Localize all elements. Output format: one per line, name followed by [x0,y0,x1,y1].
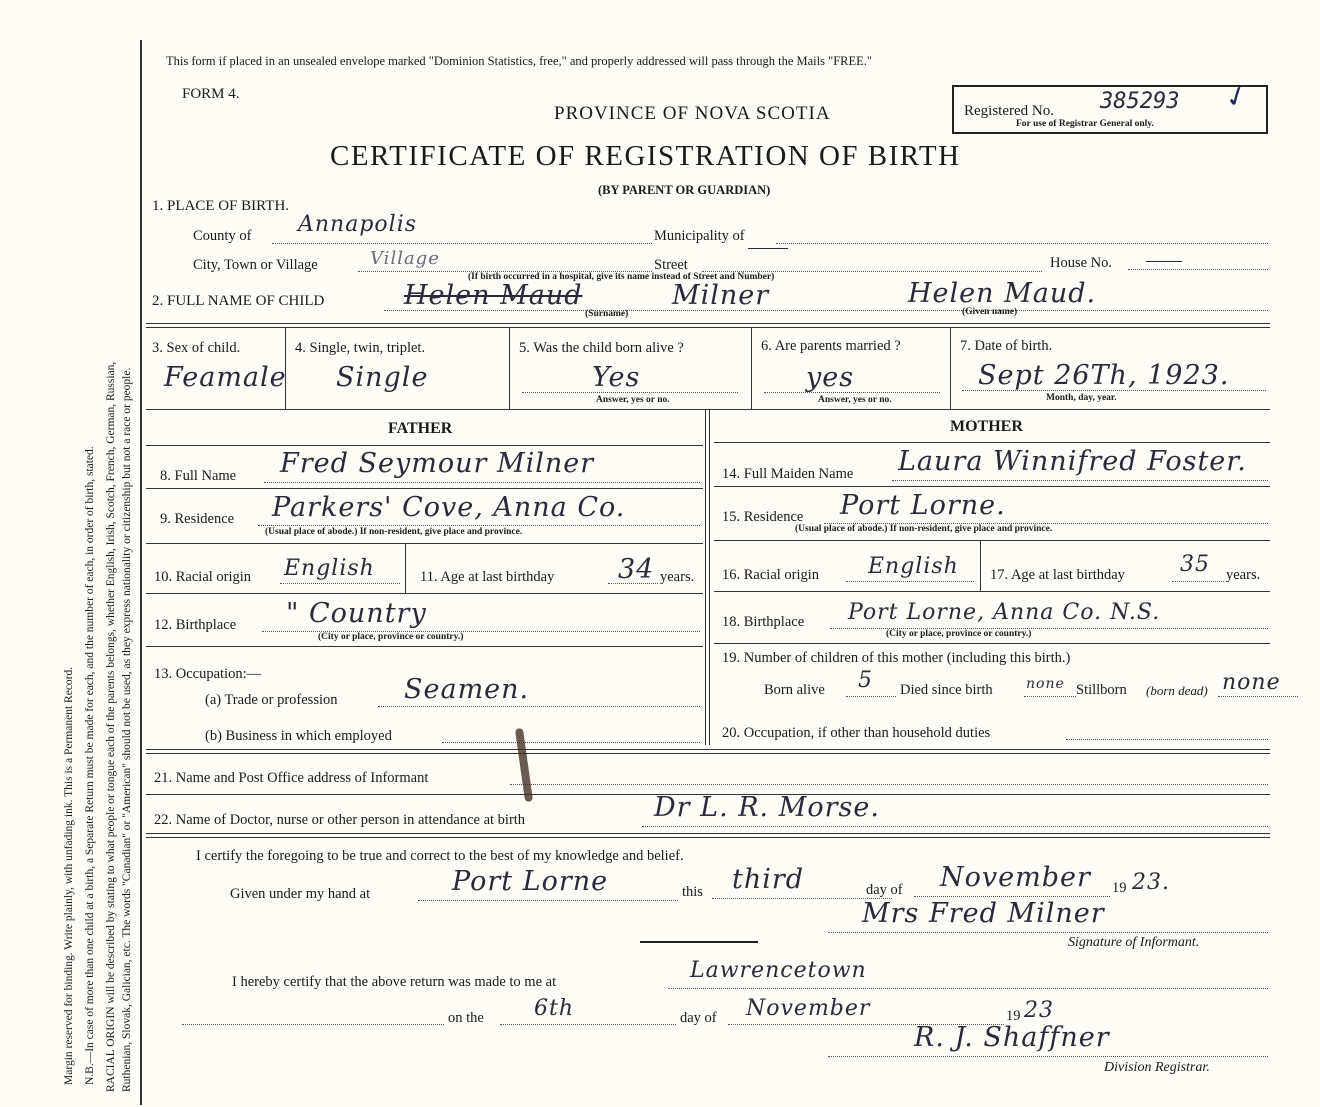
business-label: (b) Business in which employed [205,728,392,744]
occupation-label: 13. Occupation:— [154,666,262,682]
certificate-subtitle: (BY PARENT OR GUARDIAN) [598,183,771,197]
margin-border [140,40,142,1105]
date-of-birth-label: 7. Date of birth. [960,338,1053,354]
margin-note-2: N.B.—In case of more than one child at a birth, a Separate Return must be made for each, and the number of each, in order of birth, stated. [84,446,96,1085]
mother-racial-label: 16. Racial origin [722,567,820,583]
father-name-value: Fred Seymour Milner [280,448,595,479]
given-name-note: (Given name) [962,307,1018,317]
this-label: this [682,884,703,900]
date-of-birth-value: Sept 26Th, 1923. [978,360,1230,391]
year2-value: 23 [1024,998,1054,1023]
mother-age-years: years. [1226,567,1261,583]
street-label: Street [654,257,688,273]
on-the-value: 6th [534,996,575,1021]
mother-occupation-label: 20. Occupation, if other than household duties [722,725,991,741]
mother-abode-note: (Usual place of abode.) If non-resident, give place and province. [795,524,1053,534]
mother-residence-label: 15. Residence [722,509,804,525]
month-value: November [940,862,1091,893]
year2-prefix: 19 [1006,1008,1021,1024]
registrar-use-note: For use of Registrar General only. [1016,119,1154,129]
informant-label: 21. Name and Post Office address of Informant [154,770,429,786]
on-the-label: on the [448,1010,484,1026]
father-heading: FATHER [388,420,453,437]
born-dead-note: (born dead) [1146,683,1208,698]
children-count-label: 19. Number of children of this mother (including this birth.) [722,650,1071,666]
city-label: City, Town or Village [193,257,318,273]
father-abode-note: (Usual place of abode.) If non-resident, give place and province. [265,527,523,537]
surname-note: (Surname) [585,309,629,319]
trade-label: (a) Trade or profession [205,692,338,708]
dob-note: Month, day, year. [1046,393,1117,403]
father-residence-value: Parkers' Cove, Anna Co. [272,492,626,523]
parents-married-value: yes [806,362,855,393]
registrar-statement: I hereby certify that the above return was made to me at [232,974,557,990]
father-age-label: 11. Age at last birthday [420,569,555,585]
died-since-birth-value: none [1026,676,1065,692]
parents-married-label: 6. Are parents married ? [761,338,901,354]
year-value: 23. [1132,870,1170,895]
hospital-note: (If birth occurred in a hospital, give its name instead of Street and Number) [468,272,775,282]
surname-value: Milner [672,280,770,311]
single-twin-label: 4. Single, twin, triplet. [295,340,426,356]
informant-signature-label: Signature of Informant. [1068,935,1200,950]
registered-number: 385293 [1100,89,1180,114]
day-of-label: day of [866,882,903,898]
father-age-years: years. [660,569,695,585]
mother-age-value: 35 [1180,552,1210,577]
given-under-hand-label: Given under my hand at [230,886,371,902]
mother-residence-value: Port Lorne. [840,490,1006,521]
check-mark: ✓ [1220,78,1254,117]
full-name-label: 2. FULL NAME OF CHILD [152,293,325,309]
place-of-birth-label: 1. PLACE OF BIRTH. [152,198,290,214]
doctor-label: 22. Name of Doctor, nurse or other person in attendance at birth [154,812,526,828]
day-of-label-2: day of [680,1010,717,1026]
mother-bp-note: (City or place, province or country.) [886,629,1032,639]
house-label: House No. [1050,255,1113,271]
municipality-label: Municipality of [654,228,745,244]
mother-racial-value: English [868,554,959,579]
answer-note-5: Answer, yes or no. [596,395,670,405]
father-racial-label: 10. Racial origin [154,569,252,585]
center-divider [640,941,758,943]
informant-signature: Mrs Fred Milner [862,898,1105,929]
county-value: Annapolis [298,212,418,237]
full-name-struck: Helen Maud [404,280,583,311]
stillborn-value: none [1222,670,1281,695]
born-alive-count-value: 5 [858,668,873,693]
mother-birthplace-value: Port Lorne, Anna Co. N.S. [848,600,1161,625]
father-birthplace-label: 12. Birthplace [154,617,237,633]
mother-birthplace-label: 18. Birthplace [722,614,805,630]
margin-note-1: Margin reserved for binding. Write plainly, with unfading ink. This is a Permanent Record. [63,666,75,1085]
mother-age-label: 17. Age at last birthday [990,567,1125,583]
mother-name-value: Laura Winnifred Foster. [898,446,1247,477]
margin-note-4: Ruthenian, Slovak, Galician, etc. The words "Canadian" or "American" should not be used, as they express nationality or citizenship but not a race or people. [121,367,133,1092]
father-birthplace-value: " Country [286,598,427,629]
father-name-label: 8. Full Name [160,468,237,484]
ink-smudge [515,728,533,802]
died-since-birth-label: Died since birth [900,682,993,698]
sex-value: Feamale [164,362,287,393]
father-age-value: 34 [618,554,655,585]
born-alive-count-label: Born alive [764,682,825,698]
registrar-place-value: Lawrencetown [690,958,867,983]
form-number: FORM 4. [182,86,240,102]
county-label: County of [193,228,252,244]
father-racial-value: English [284,556,375,581]
month-value-2: November [746,996,871,1021]
stillborn-label: Stillborn [1076,682,1127,698]
year-prefix: 19 [1112,880,1127,896]
given-place-value: Port Lorne [452,866,609,897]
certify-statement: I certify the foregoing to be true and correct to the best of my knowledge and belief. [196,848,684,864]
sex-label: 3. Sex of child. [152,340,241,356]
street-dash [748,248,788,249]
mother-heading: MOTHER [950,418,1023,435]
this-day-value: third [732,864,805,895]
division-registrar-label: Division Registrar. [1104,1060,1210,1075]
mother-name-label: 14. Full Maiden Name [722,466,854,482]
father-residence-label: 9. Residence [160,511,235,527]
certificate-title: CERTIFICATE OF REGISTRATION OF BIRTH [330,140,961,172]
province-title: PROVINCE OF NOVA SCOTIA [554,103,831,124]
mail-notice: This form if placed in an unsealed envelope marked "Dominion Statistics, free," and properly addressed will pass through the Mails "FREE." [166,54,873,68]
born-alive-label: 5. Was the child born alive ? [519,340,684,356]
city-value: Village [370,248,440,269]
answer-note-6: Answer, yes or no. [818,395,892,405]
registrar-signature: R. J. Shaffner [914,1022,1110,1053]
father-bp-note: (City or place, province or country.) [318,632,464,642]
born-alive-value: Yes [592,362,641,393]
given-name-value: Helen Maud. [908,278,1097,309]
house-dash [1146,261,1182,262]
registered-label: Registered No. [964,103,1054,119]
doctor-value: Dr L. R. Morse. [654,792,880,823]
margin-note-3: RACIAL ORIGIN will be described by stating to what people or tongue each of the parents belongs, whether English, Irish, Scotch, French, German, Russian, [105,361,117,1092]
trade-value: Seamen. [404,674,530,705]
single-twin-value: Single [336,362,429,393]
registered-box [952,85,1268,134]
